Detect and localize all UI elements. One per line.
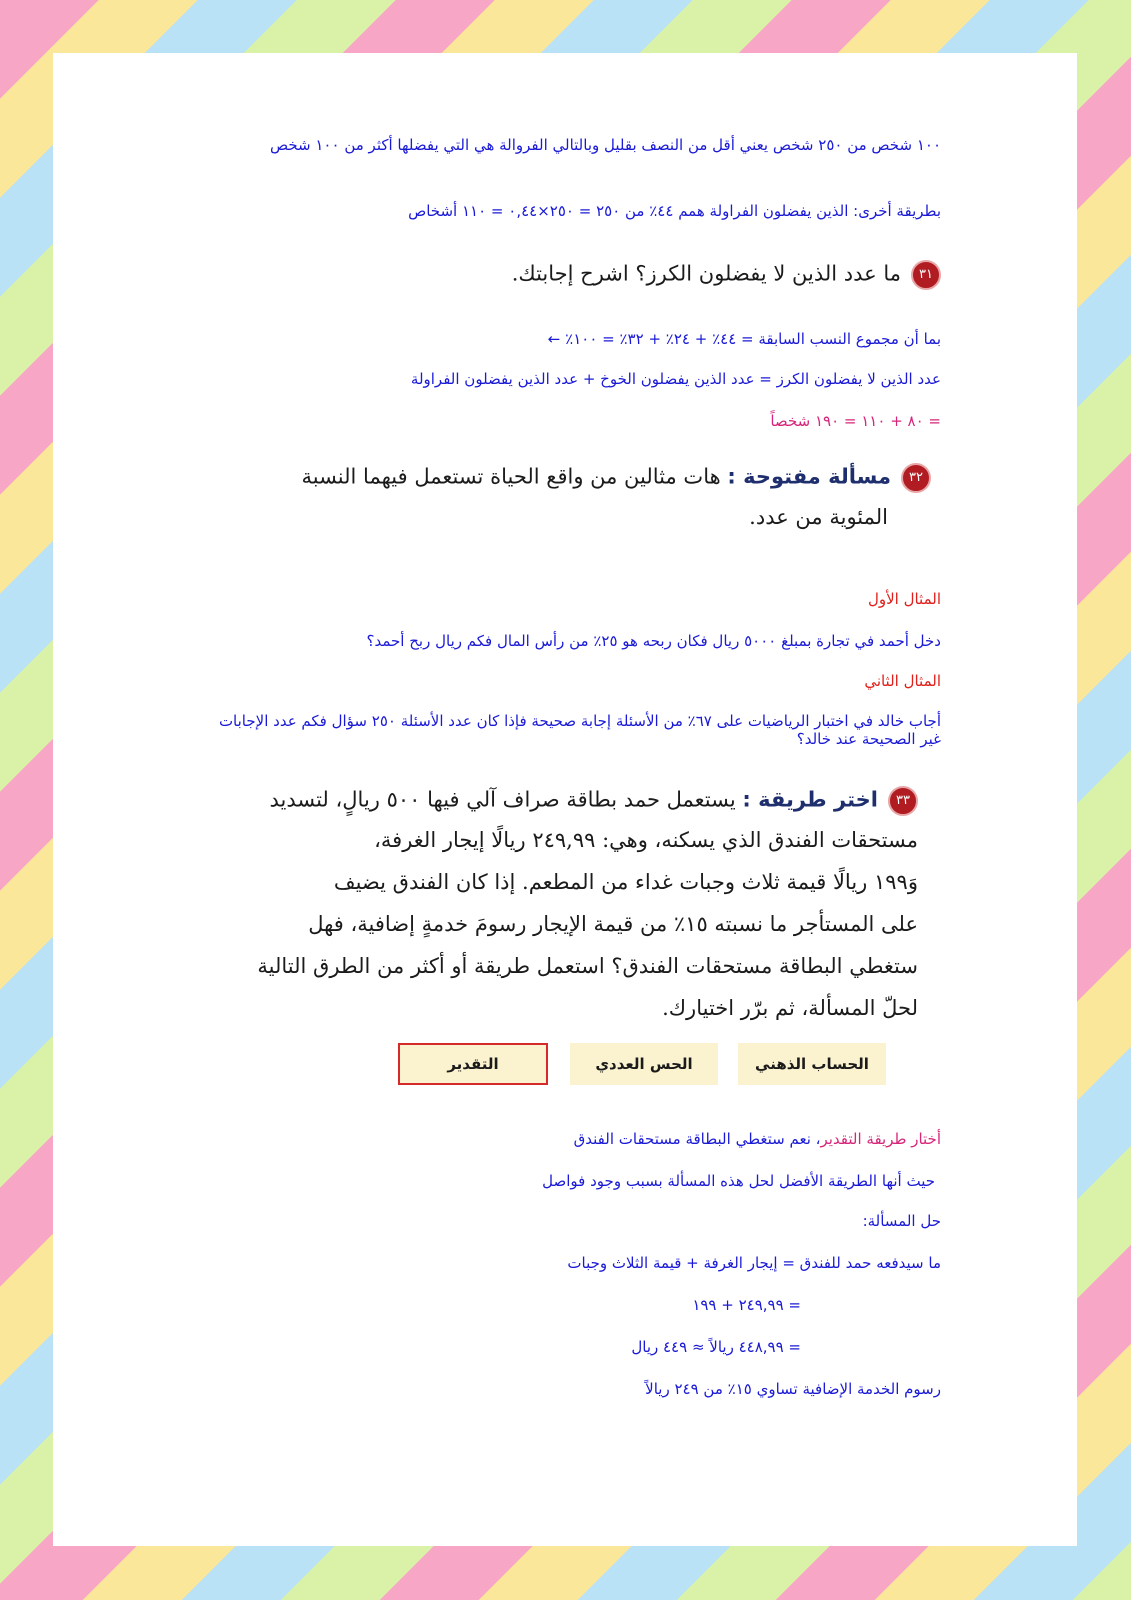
method-number-sense: الحس العددي bbox=[570, 1043, 718, 1085]
answer-33-equation3: = ٤٤٨,٩٩ ريالاً ≈ ٤٤٩ ريال bbox=[631, 1338, 801, 1356]
question-33-line1 bbox=[269, 786, 918, 816]
question-31 bbox=[512, 260, 941, 290]
answer-31-line1: بما أن مجموع النسب السابقة = ٤٤٪ + ٢٤٪ + ٣٢٪ = ١٠٠٪ ← bbox=[547, 330, 941, 348]
method-estimation-selected: التقدير bbox=[398, 1043, 548, 1085]
answer-31-line3: = ٨٠ + ١١٠ = ١٩٠ شخصاً bbox=[770, 412, 941, 430]
question-33-line3: وَ١٩٩ ريالًا قيمة ثلاث وجبات غداء من المطعم. إذا كان الفندق يضيف bbox=[333, 870, 918, 894]
answer-top-line1: ١٠٠ شخص من ٢٥٠ شخص يعني أقل من النصف بقليل وبالتالي الفروالة هي التي يفضلها أكثر من ١٠٠ شخص bbox=[269, 136, 941, 154]
answer-33-equation1: ما سيدفعه حمد للفندق = إيجار الغرفة + قيمة الثلاث وجبات bbox=[567, 1254, 941, 1272]
question-33-line6: لحلّ المسألة، ثم برّر اختيارك. bbox=[662, 996, 918, 1020]
question-label: مسألة مفتوحة : bbox=[727, 464, 891, 489]
question-33-line4: على المستأجر ما نسبته ١٥٪ من قيمة الإيجار رسومَ خدمةٍ إضافية، فهل bbox=[308, 912, 918, 936]
question-33-line2: مستحقات الفندق الذي يسكنه، وهي: ٢٤٩,٩٩ ريالًا إيجار الغرفة، bbox=[374, 828, 918, 852]
method-mental-math: الحساب الذهني bbox=[738, 1043, 886, 1085]
example1-text: دخل أحمد في تجارة بمبلغ ٥٠٠٠ ريال فكان ربحه هو ٢٥٪ من رأس المال فكم ريال ربح أحمد؟ bbox=[366, 632, 941, 650]
question-32-text2: المئوية من عدد. bbox=[749, 505, 888, 529]
question-number-badge: ٣١ bbox=[911, 260, 941, 290]
question-label: اختر طريقة : bbox=[742, 787, 878, 812]
answer-33-choice bbox=[574, 1130, 941, 1148]
example1-title: المثال الأول bbox=[867, 590, 941, 608]
question-31-text: ما عدد الذين لا يفضلون الكرز؟ اشرح إجابتك. bbox=[511, 261, 901, 286]
question-33-text-line1: يستعمل حمد بطاقة صراف آلي فيها ٥٠٠ ريالٍ، لتسديد bbox=[269, 787, 736, 812]
answer-33-solution-title: حل المسألة: bbox=[862, 1212, 941, 1230]
question-32 bbox=[301, 463, 931, 493]
question-number-badge: ٣٣ bbox=[888, 786, 918, 816]
answer-33-choice-rest: ، نعم ستغطي البطاقة مستحقات الفندق bbox=[573, 1130, 821, 1148]
answer-top-line2: بطريقة أخرى: الذين يفضلون الفراولة همم ٤٤٪ من ٢٥٠ = ٢٥٠×٠,٤٤ = ١١٠ أشخاص bbox=[408, 202, 941, 220]
question-32-text1: هات مثالين من واقع الحياة تستعمل فيهما النسبة bbox=[301, 464, 721, 489]
answer-33-fee-line: رسوم الخدمة الإضافية تساوي ١٥٪ من ٢٤٩ ريالاً bbox=[645, 1380, 941, 1398]
answer-33-reason: حيث أنها الطريقة الأفضل لحل هذه المسألة بسبب وجود فواصل bbox=[542, 1172, 935, 1190]
question-number-badge: ٣٢ bbox=[901, 463, 931, 493]
question-33-line5: ستغطي البطاقة مستحقات الفندق؟ استعمل طريقة أو أكثر من الطرق التالية bbox=[257, 954, 918, 978]
example2-title: المثال الثاني bbox=[864, 672, 941, 690]
example2-text: أجاب خالد في اختبار الرياضيات على ٦٧٪ من الأسئلة إجابة صحيحة فإذا كان عدد الأسئلة ٢٥٠ سؤال فكم عدد الإجابات غير الصحيحة عند خالد؟ bbox=[218, 712, 941, 748]
answer-31-line2: عدد الذين لا يفضلون الكرز = عدد الذين يفضلون الخوخ + عدد الذين يفضلون الفراولة bbox=[410, 370, 941, 388]
answer-33-choice-prefix: أختار طريقة التقدير bbox=[820, 1130, 941, 1148]
answer-33-equation2: = ٢٤٩,٩٩ + ١٩٩ bbox=[692, 1296, 801, 1314]
